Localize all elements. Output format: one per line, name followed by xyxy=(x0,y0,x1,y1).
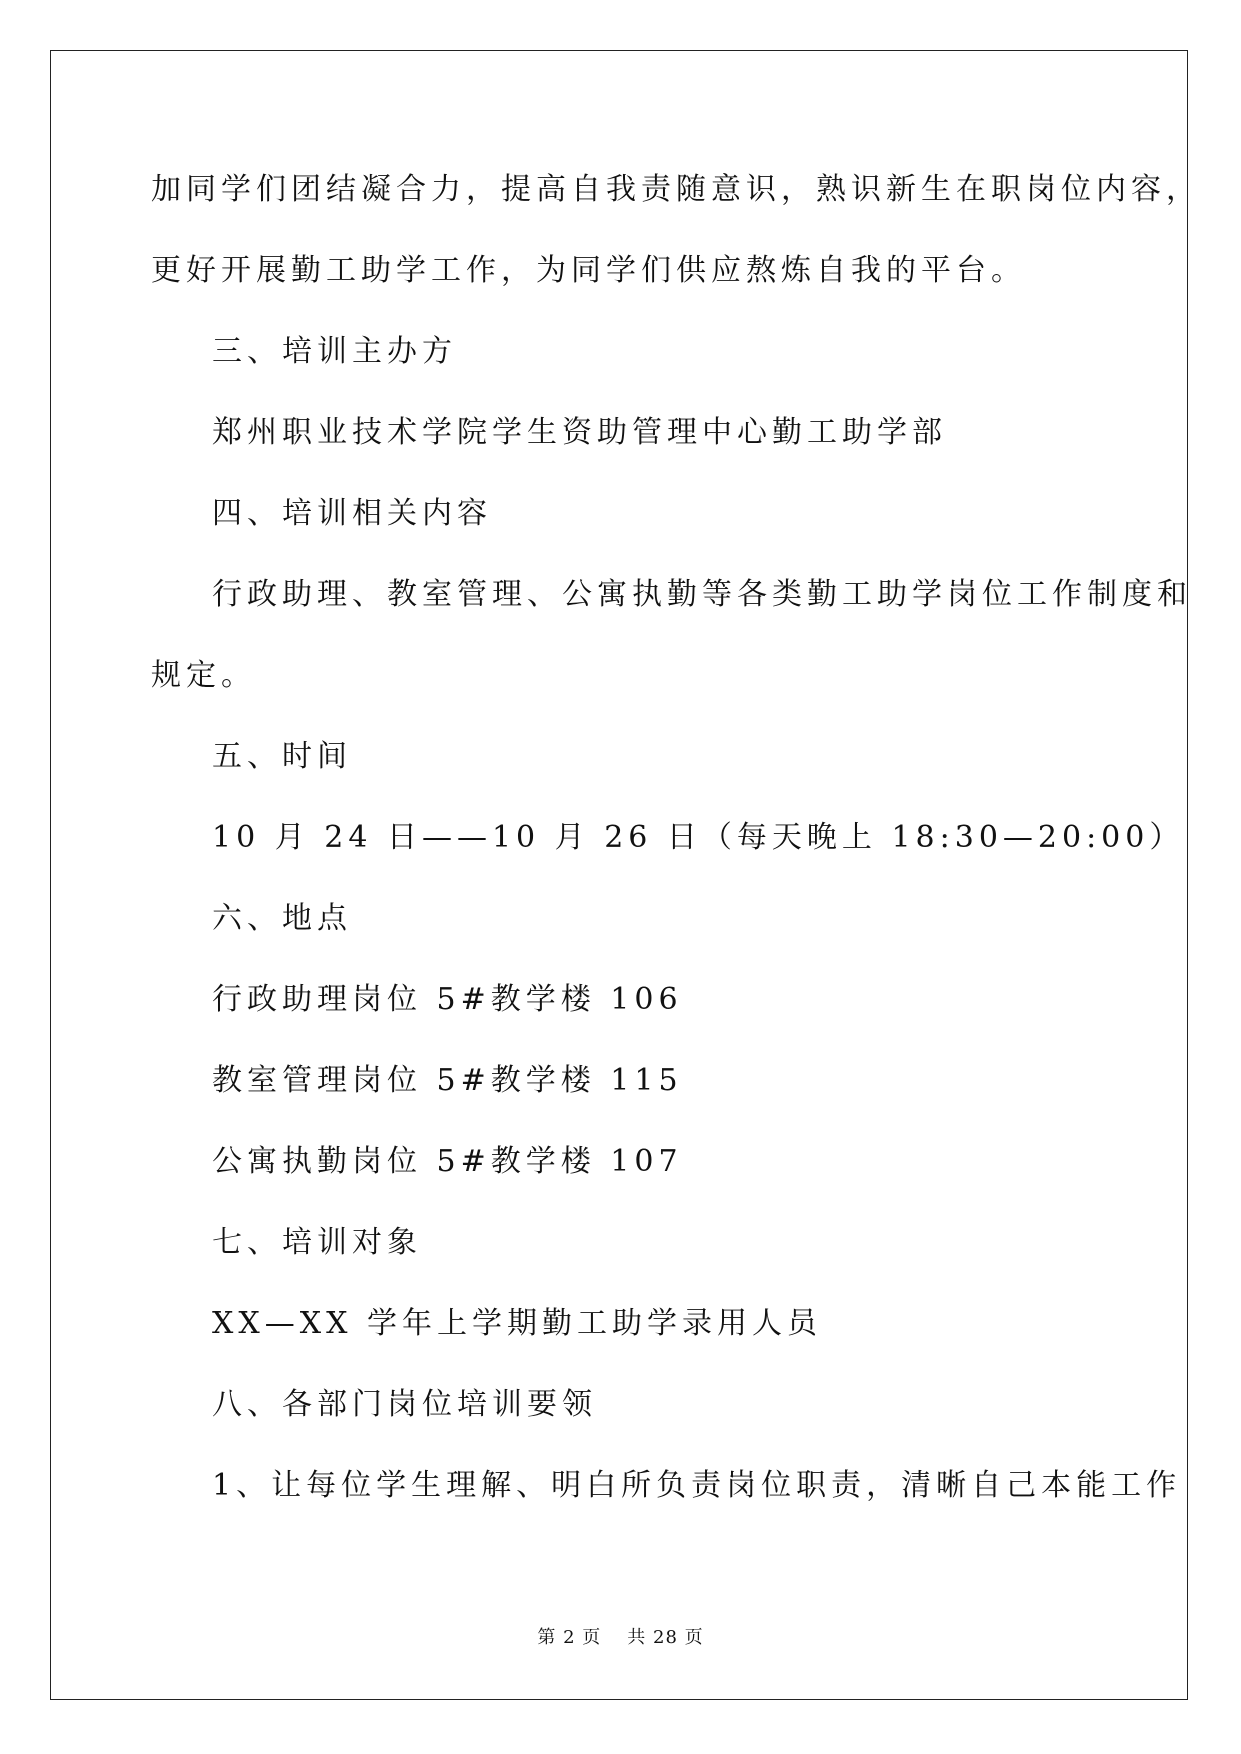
location-line-1: 行政助理岗位 5#教学楼 106 xyxy=(212,982,683,1017)
location-line-3: 公寓执勤岗位 5#教学楼 107 xyxy=(212,1144,683,1179)
location-line-2: 教室管理岗位 5#教学楼 115 xyxy=(212,1063,683,1098)
page-border xyxy=(50,50,1188,1700)
section-heading-5: 五、时间 xyxy=(212,739,352,774)
section-heading-8: 八、各部门岗位培训要领 xyxy=(212,1387,597,1422)
body-line-17: 1、让每位学生理解、明白所负责岗位职责，清晰自己本能工作 xyxy=(212,1468,1182,1503)
section-heading-3: 三、培训主办方 xyxy=(212,334,457,369)
body-line-2: 更好开展勤工助学工作，为同学们供应熬炼自我的平台。 xyxy=(151,253,1026,288)
body-line-7: 规定。 xyxy=(151,658,256,693)
section-heading-6: 六、地点 xyxy=(212,901,352,936)
page-number: 第 2 页 xyxy=(537,1627,602,1648)
section-heading-7: 七、培训对象 xyxy=(212,1225,422,1260)
page-footer xyxy=(0,1623,1241,1649)
page-total: 共 28 页 xyxy=(627,1627,704,1648)
target-line: XX—XX 学年上学期勤工助学录用人员 xyxy=(212,1306,822,1341)
section-heading-4: 四、培训相关内容 xyxy=(212,496,492,531)
body-line-1: 加同学们团结凝合力，提高自我责随意识，熟识新生在职岗位内容， xyxy=(151,172,1201,207)
body-line-6: 行政助理、教室管理、公寓执勤等各类勤工助学岗位工作制度和 xyxy=(212,577,1192,612)
time-line: 10 月 24 日——10 月 26 日（每天晚上 18:30—20:00） xyxy=(212,820,1185,855)
body-line-4: 郑州职业技术学院学生资助管理中心勤工助学部 xyxy=(212,415,947,450)
